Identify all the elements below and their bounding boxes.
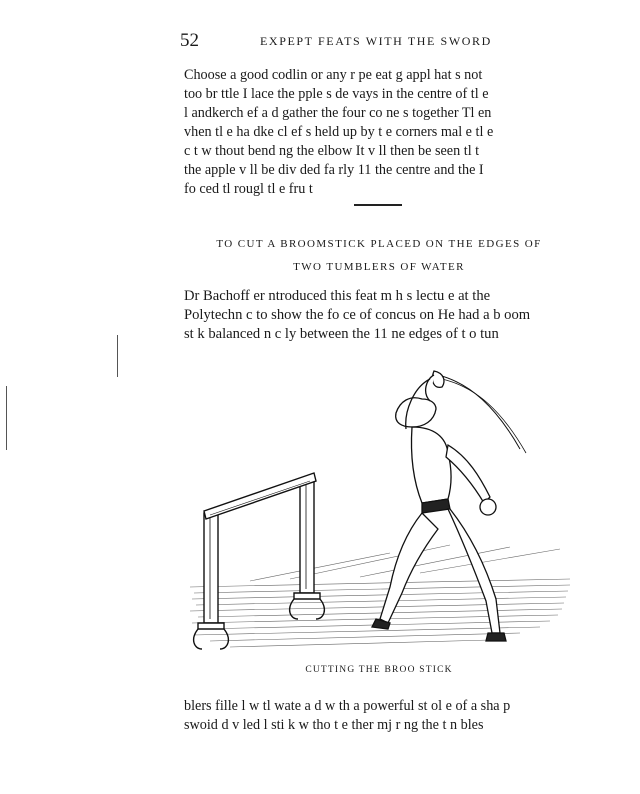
section-heading-line-1: TO CUT A BROOMSTICK PLACED ON THE EDGES OF	[216, 238, 542, 250]
page-number: 52	[180, 30, 199, 51]
paragraph-continuation	[184, 697, 574, 735]
text-line: c t w thout bend ng the elbow It v ll then be seen tl t	[184, 143, 480, 159]
tumbler-left	[194, 513, 229, 649]
text-line: the apple v ll be div ded fa rly 11 the centre and the I	[184, 162, 484, 178]
broomstick	[204, 473, 316, 519]
swordsman-figure	[372, 371, 526, 641]
paragraph-apple-feat	[184, 66, 574, 199]
text-line: st k balanced n c ly between the 11 ne edges of t o tun	[184, 326, 499, 342]
text-line: Dr Bachoff er ntroduced this feat m h s lectu e at the	[184, 288, 491, 304]
text-line: swoid d v led l sti k w tho t e ther mj r ng the t n bles	[184, 717, 484, 733]
section-heading-line-2: TWO TUMBLERS OF WATER	[293, 261, 465, 273]
text-line: Choose a good codlin or any r pe eat g appl hat s not	[184, 67, 483, 83]
margin-mark	[6, 386, 7, 450]
floor-hatching	[190, 545, 570, 647]
running-head	[180, 30, 580, 52]
text-line: l andkerch ef a d gather the four co ne s together Tl en	[184, 105, 492, 121]
paragraph-broomstick-feat	[184, 287, 574, 344]
text-line: fo ced tl rougl tl e fru t	[184, 181, 313, 197]
running-head-title: EXPEPT FEATS WITH THE SWORD	[260, 34, 492, 48]
margin-mark	[117, 335, 118, 377]
text-line: vhen tl e ha dke cl ef s held up by t e corners mal e tl e	[184, 124, 494, 140]
engraving-swordsman-illustration	[190, 357, 570, 657]
illustration-caption: CUTTING THE BROO STICK	[305, 665, 453, 675]
text-line: Polytechn c to show the fo ce of concus on He had a b oom	[184, 307, 531, 323]
text-line: blers fille l w tl wate a d w th a powerful st ol e of a sha p	[184, 698, 511, 714]
text-line: too br ttle I lace the pple s de vays in the centre of tl e	[184, 86, 489, 102]
section-divider	[354, 204, 402, 206]
tumbler-right	[290, 481, 325, 619]
